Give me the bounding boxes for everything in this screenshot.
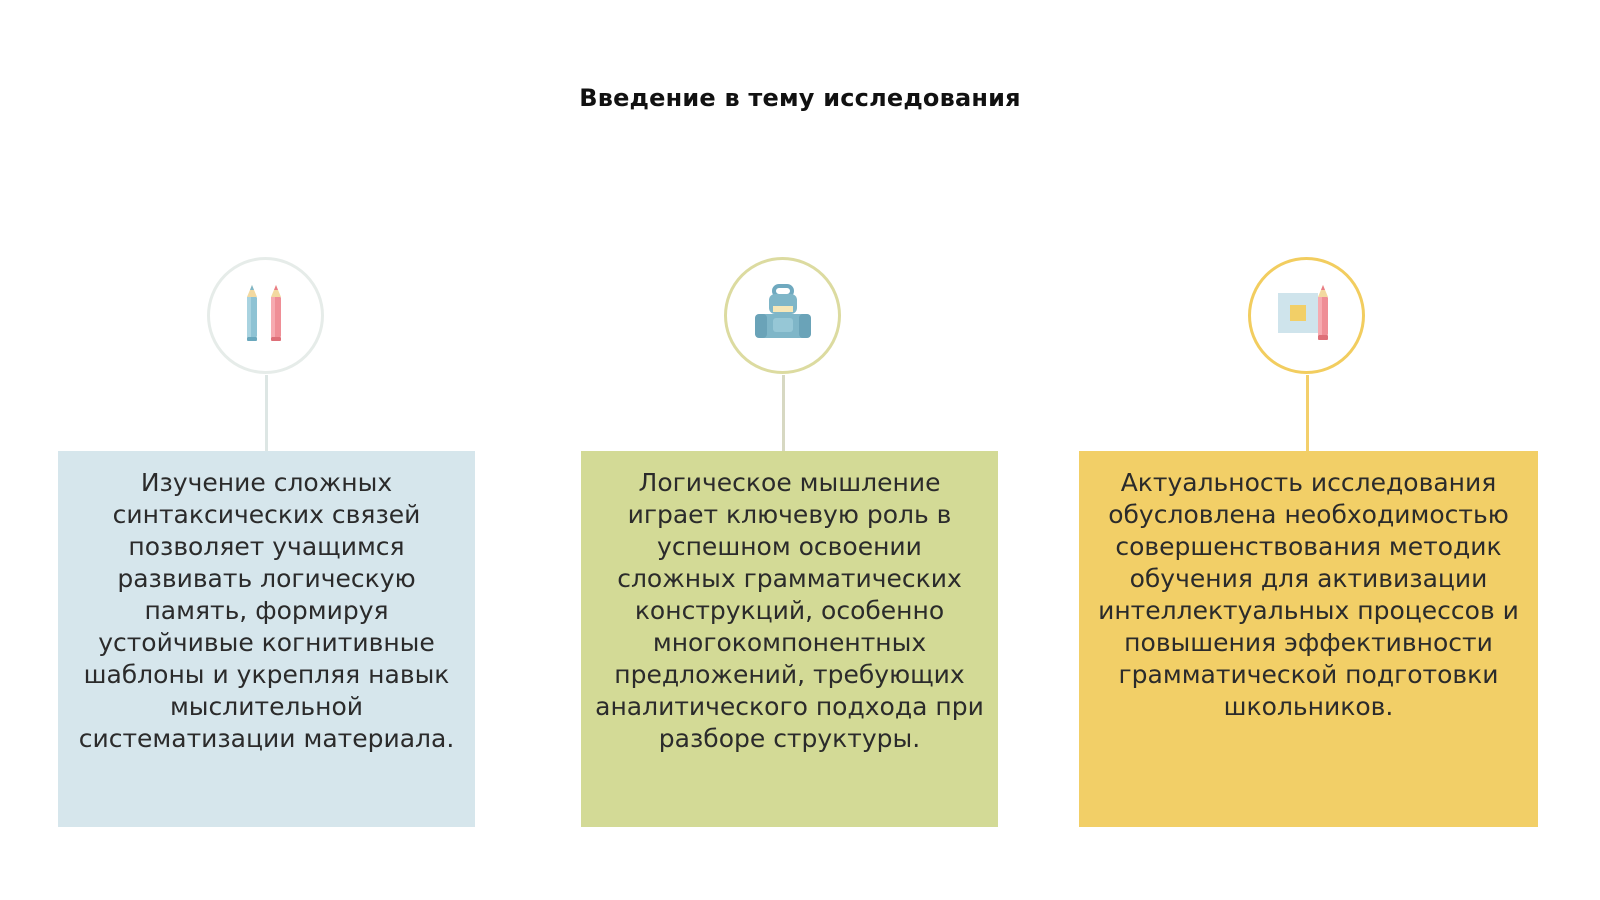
info-card-1 xyxy=(58,451,475,827)
card-text: Актуальность исследования обусловлена необходимостью совершенствования методик обучения для активизации интеллектуальных процессов и повышения эффективности грамматической подготовки школьников. xyxy=(1098,468,1519,721)
icon-circle-3 xyxy=(1248,257,1365,374)
connector-line-1 xyxy=(265,375,268,453)
info-card-3 xyxy=(1079,451,1538,827)
icon-circle-1 xyxy=(207,257,324,374)
connector-line-3 xyxy=(1306,375,1309,453)
info-card-2 xyxy=(581,451,998,827)
backpack-icon xyxy=(753,284,813,347)
card-text: Логическое мышление играет ключевую роль в успешном освоении сложных грамматических конструкций, особенно многокомпонентных предложений, требующих аналитического подхода при разборе структуры. xyxy=(595,468,984,753)
card-text: Изучение сложных синтаксических связей позволяет учащимся развивать логическую память, формируя устойчивые когнитивные шаблоны и укрепляя навык мыслительной систематизации материала. xyxy=(78,468,455,753)
icon-circle-2 xyxy=(724,257,841,374)
pencils-icon xyxy=(241,283,291,348)
drawing-pencil-icon xyxy=(1276,283,1338,348)
page-title: Введение в тему исследования xyxy=(579,84,1021,112)
connector-line-2 xyxy=(782,375,785,453)
